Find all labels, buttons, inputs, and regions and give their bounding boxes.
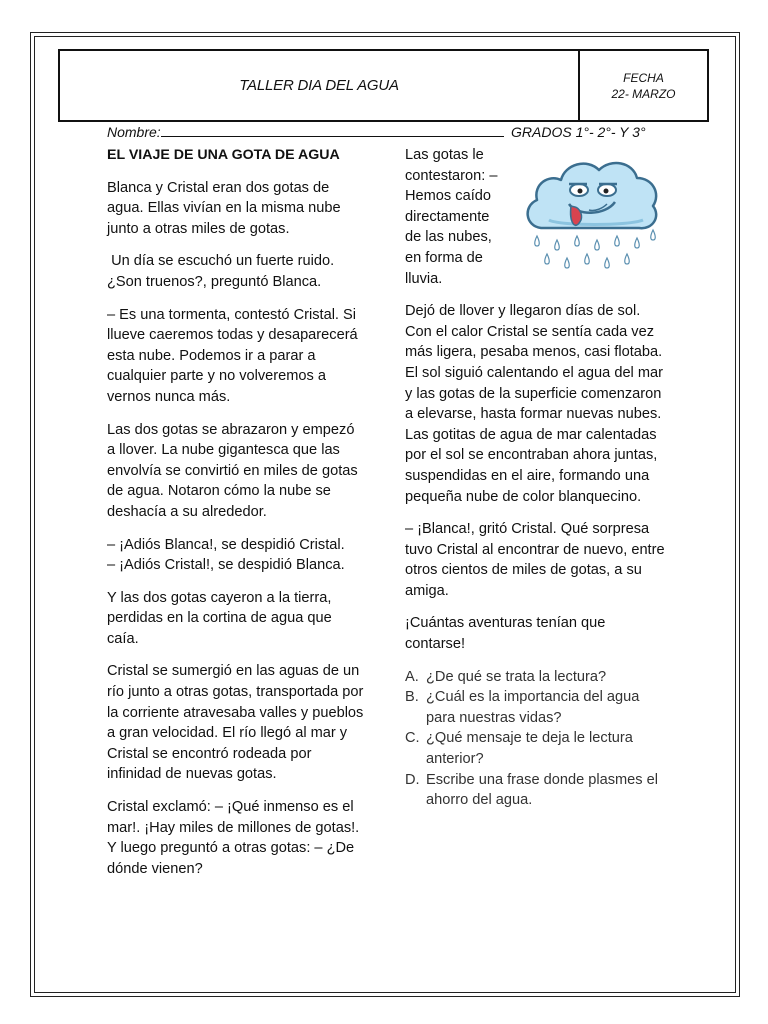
list-item [405, 687, 665, 728]
question-text: Escribe una frase donde plasmes el ahorro del agua. [426, 771, 659, 809]
question-letter: C. [405, 730, 420, 747]
left-column [107, 145, 365, 891]
list-item [405, 667, 665, 688]
paragraph: Dejó de llover y llegaron días de sol. Con el calor Cristal se sentía cada vez más ligera, pesaba menos, casi flotaba. El sol siguió calentando el agua del mar y las gotas de la superficie comenzaron a elevarse, hasta formar nuevas nubes. Las gotitas de agua de mar calentadas por el sol se encontraban ahora juntas, suspendidas en el aire, formando una pequeña nube de color blanquecino. [405, 303, 663, 505]
paragraph: Cristal se sumergió en las aguas de un río junto a otras gotas, transportada por la corriente atravesaba valles y pueblos a gran velocidad. El río llegó al mar y Cristal se encontró rodeada por infinidad de nuevas gotas. [107, 663, 364, 783]
paragraph: – Es una tormenta, contestó Cristal. Si llueve caeremos todas y desaparecerá esta nube. Podemos ir a parar a cualquier parte y no volveremos a vernos nunca más. [107, 306, 358, 405]
date-value: 22- MARZO [611, 86, 676, 101]
story-title: EL VIAJE DE UNA GOTA DE AGUA [107, 147, 340, 163]
paragraph: Blanca y Cristal eran dos gotas de agua. Ellas vivían en la misma nube junto a otras miles de gotas. [107, 179, 341, 237]
paragraph: – ¡Blanca!, gritó Cristal. Qué sorpresa tuvo Cristal al encontrar de nuevo, entre otros cientos de miles de gotas, a su amiga. [405, 521, 665, 599]
paragraph: Las dos gotas se abrazaron y empezó a llover. La nube gigantesca que las envolvía se convirtió en miles de gotas de agua. Notaron cómo la nube se deshacía a su alrededor. [107, 421, 358, 520]
question-list [405, 667, 665, 811]
name-field[interactable] [161, 124, 504, 137]
grades-label: GRADOS 1°- 2°- Y 3° [511, 124, 646, 140]
worksheet-title: TALLER DIA DEL AGUA [239, 77, 399, 94]
list-item [405, 728, 665, 769]
date-cell [580, 51, 707, 120]
date-label: FECHA [623, 70, 664, 85]
question-text: ¿Qué mensaje te deja le lectura anterior? [426, 730, 633, 768]
question-letter: D. [405, 771, 420, 788]
paragraph: – ¡Adiós Blanca!, se despidió Cristal. [107, 536, 345, 553]
paragraph: Cristal exclamó: – ¡Qué inmenso es el mar!. ¡Hay miles de millones de gotas!. Y luego preguntó a otras gotas: – ¿De dónde vienen? [107, 799, 360, 877]
paragraph: – ¡Adiós Cristal!, se despidió Blanca. [107, 557, 345, 574]
question-text: ¿De qué se trata la lectura? [426, 668, 607, 685]
question-text: ¿Cuál es la importancia del agua para nuestras vidas? [426, 689, 640, 726]
paragraph: Y las dos gotas cayeron a la tierra, perdidas en la cortina de agua que caía. [107, 589, 332, 647]
paragraph: Un día se escuchó un fuerte ruido. ¿Son truenos?, preguntó Blanca. [107, 253, 343, 290]
paragraph: ¡Cuántas aventuras tenían que contarse! [405, 615, 606, 653]
rain-cloud-icon [519, 150, 665, 276]
name-label: Nombre: [107, 124, 161, 140]
question-letter: B. [405, 689, 419, 706]
header-box [58, 49, 709, 122]
list-item [405, 770, 665, 811]
paragraph: Las gotas le contestaron: – Hemos caído directamente de las nubes, en forma de lluvia. [405, 147, 498, 287]
question-letter: A. [405, 668, 419, 685]
